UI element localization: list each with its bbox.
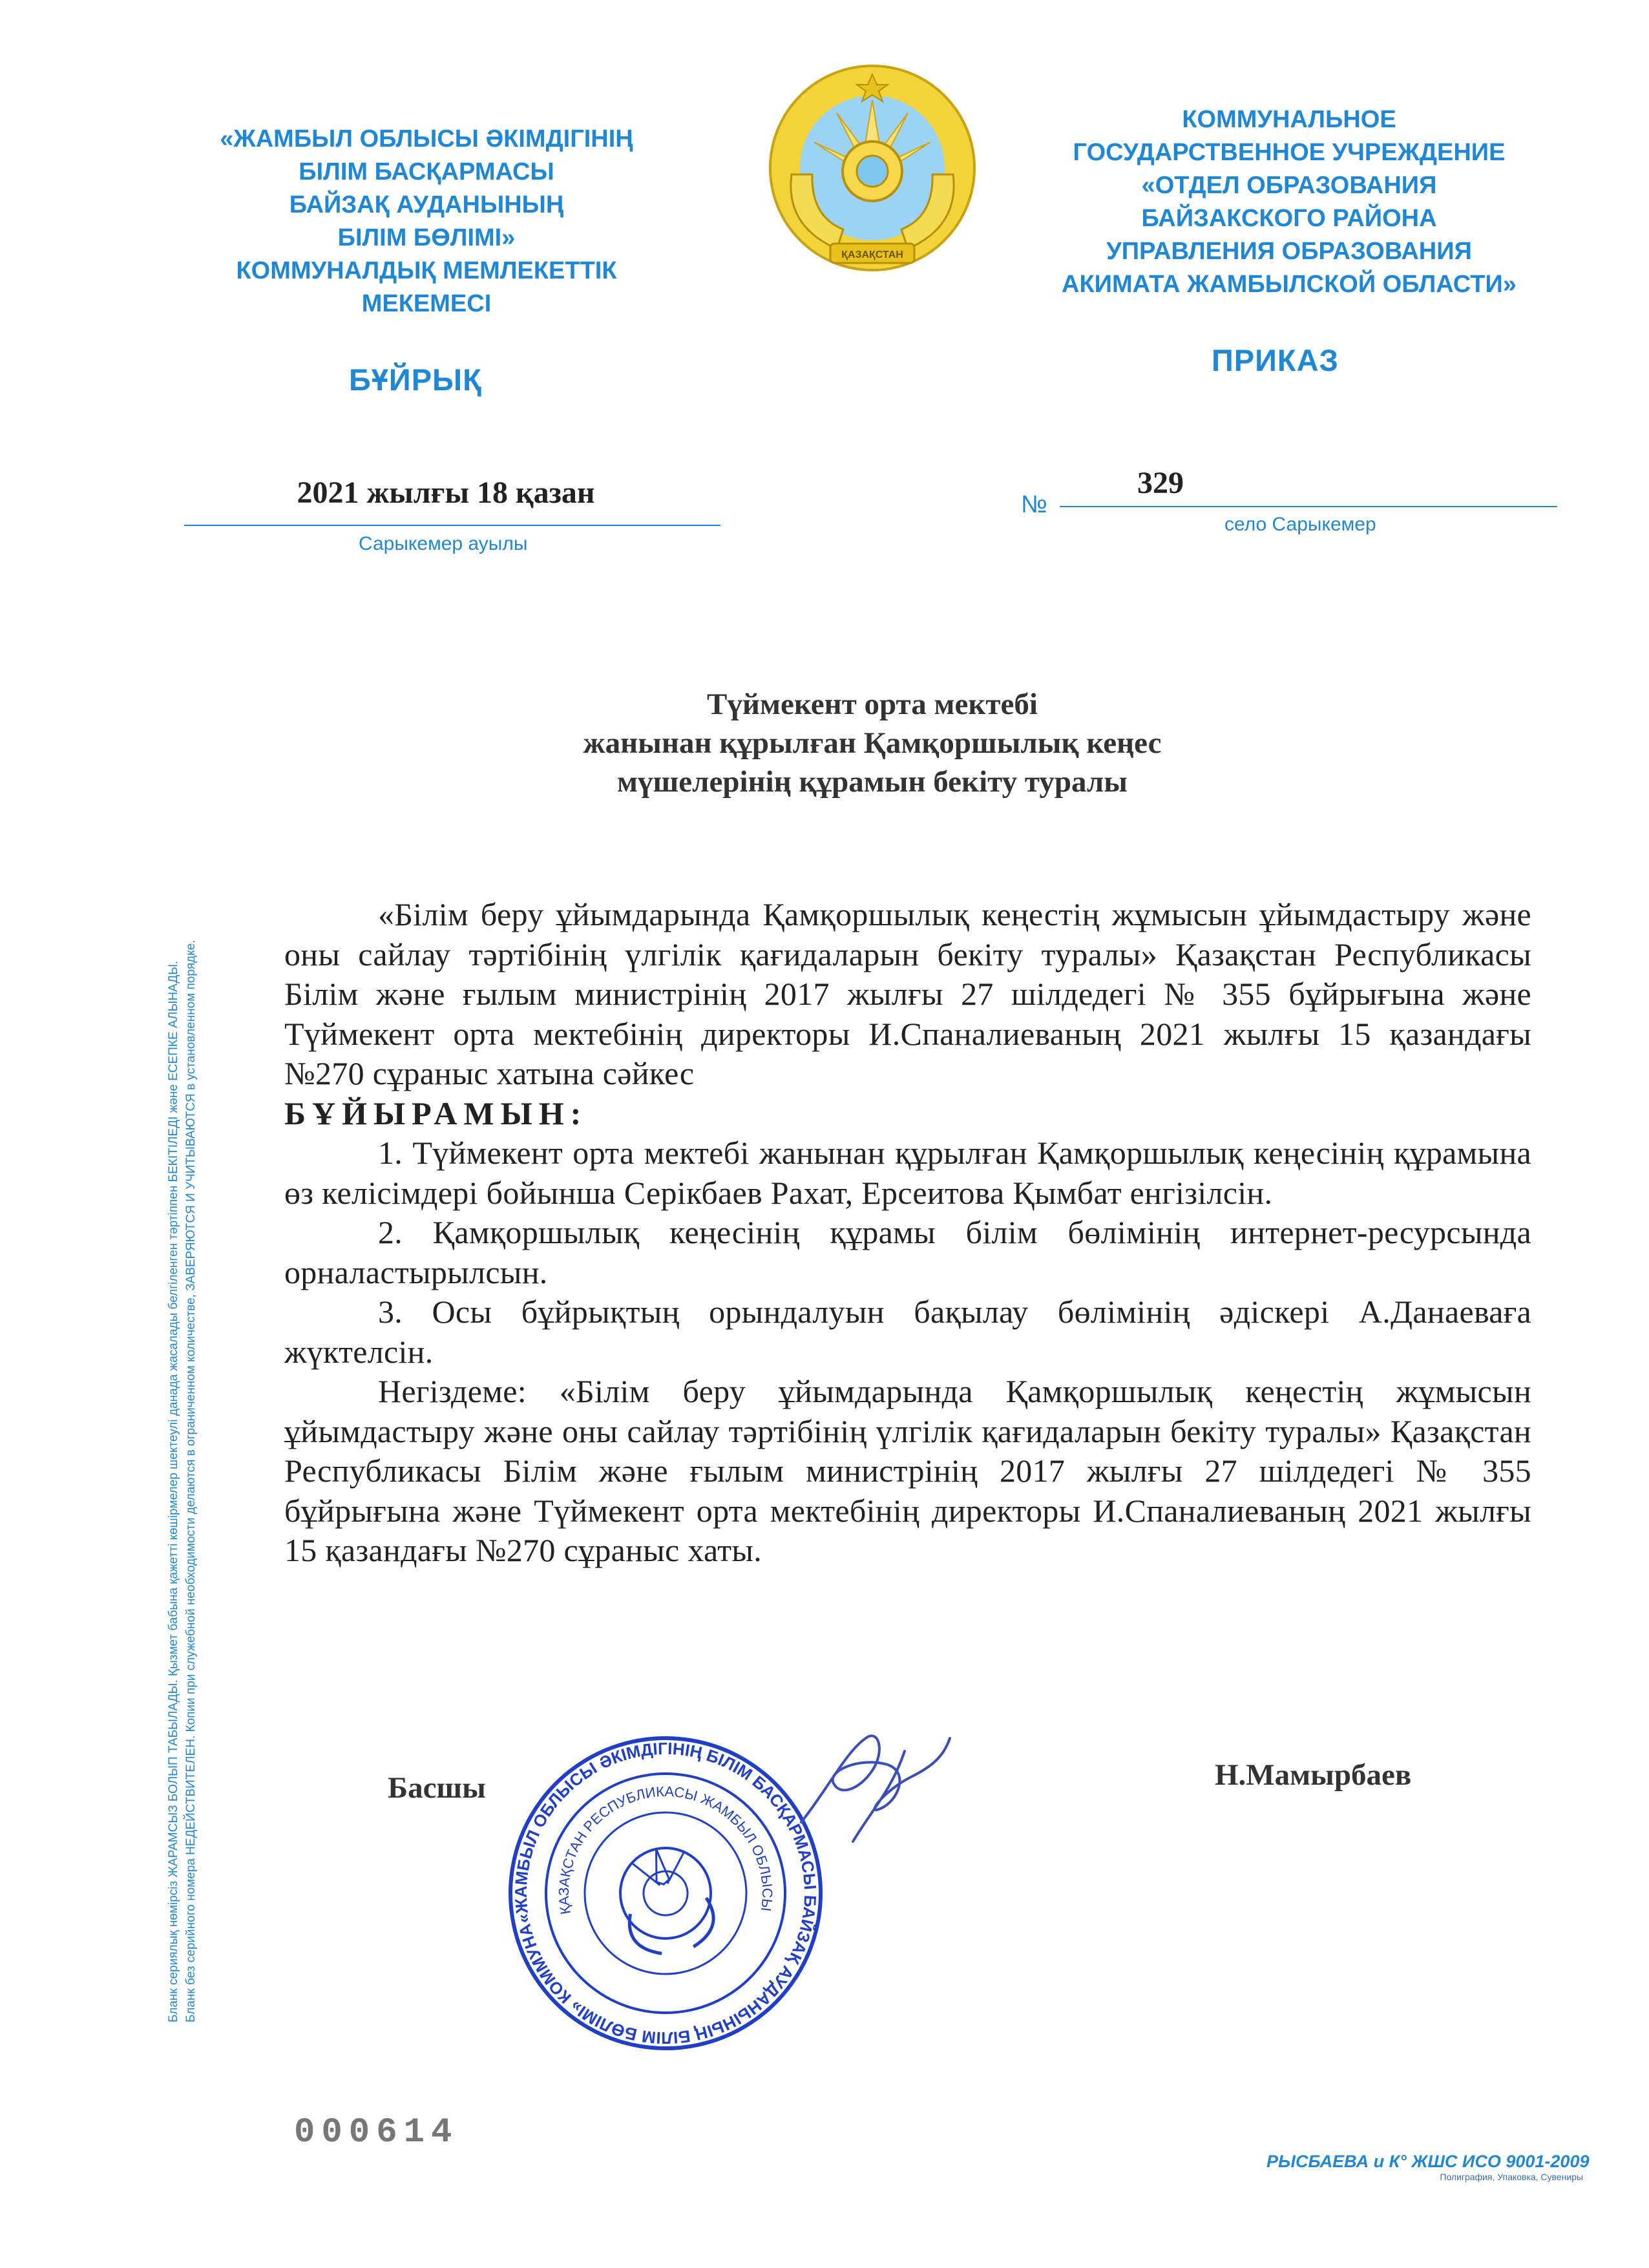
stamp-outer-text: «ЖАМБЫЛ ОБЛЫСЫ ӘКІМДІГІНІҢ БІЛІМ БАСҚАРМАСЫ БАЙЗАҚ АУДАНЫНЫҢ БІЛІМ БӨЛІМІ» КОММУНАЛДЫҚ [510, 1738, 821, 2048]
order-title-kz: БҰЙРЫҚ [349, 362, 482, 397]
header-left-line: БІЛІМ БАСҚАРМАСЫ [299, 158, 554, 185]
document-title [323, 685, 1422, 801]
header-left-line: БІЛІМ БӨЛІМІ» [337, 224, 516, 251]
basis-paragraph: Негіздеме: «Білім беру ұйымдарында Қамқоршылық кеңестің жұмысын ұйымдастыру және оны сайлау тәртібінің үлгілік қағидаларын бекіту туралы» Қазақстан Республикасы Білім және ғылым министрінің 2017 жылғы 27 шілдедегі № 355 бұйрығына және Түймекент орта мектебінің директоры И.Спаналиеваның 2021 жылғы 15 қазандағы №270 сұраныс хаты. [284, 1373, 1531, 1568]
title-line: Түймекент орта мектебі [707, 688, 1038, 721]
order-item: 3. Осы бұйрықтың орындалуын бақылау бөлімінің әдіскері А.Данаеваға жүктелсін. [284, 1294, 1531, 1370]
emblem-text: ҚАЗАҚСТАН [841, 249, 903, 260]
header-right-line: «ОТДЕЛ ОБРАЗОВАНИЯ [1141, 172, 1437, 199]
official-stamp [491, 1732, 840, 2055]
order-date: 2021 жылғы 18 қазан [297, 476, 595, 510]
order-item: 2. Қамқоршылық кеңесінің құрамы білім бөлімінің интернет-ресурсында орналастырылсын. [284, 1214, 1531, 1290]
side-disclaimer [165, 666, 200, 2022]
header-right-line: УПРАВЛЕНИЯ ОБРАЗОВАНИЯ [1106, 238, 1472, 265]
order-item: 1. Түймекент орта мектебі жанынан құрылған Қамқоршылық кеңесінің құрамына өз келісімдері бойынша Серікбаев Рахат, Ерсеитова Қымбат енгізілсін. [284, 1135, 1531, 1211]
state-emblem [766, 61, 979, 284]
header-right-line: БАЙЗАКСКОГО РАЙОНА [1141, 205, 1437, 232]
header-left-line: КОММУНАЛДЫҚ МЕМЛЕКЕТТІК [236, 257, 617, 284]
signer-name: Н.Мамырбаев [1215, 1758, 1412, 1792]
form-serial-number: 000614 [294, 2113, 459, 2152]
header-right-line: АКИМАТА ЖАМБЫЛСКОЙ ОБЛАСТИ» [1062, 271, 1517, 298]
header-right-line: ГОСУДАРСТВЕННОЕ УЧРЕЖДЕНИЕ [1073, 139, 1506, 166]
header-left-org [149, 123, 704, 320]
printer-brand [1266, 2152, 1590, 2182]
header-left-line: МЕКЕМЕСІ [361, 290, 492, 317]
handwritten-signature [788, 1712, 956, 1854]
stamp-inner-text: ҚАЗАҚСТАН РЕСПУБЛИКАСЫ ЖАМБЫЛ ОБЛЫСЫ [555, 1783, 776, 1916]
order-title-ru: ПРИКАЗ [1212, 343, 1339, 377]
preamble-paragraph: «Білім беру ұйымдарында Қамқоршылық кеңестің жұмысын ұйымдастыру және оны сайлау тәртібінің үлгілік қағидаларын бекіту туралы» Қазақстан Республикасы Білім және ғылым министрінің 2017 жылғы 27 шілдедегі № 355 бұйрығына және Түймекент орта мектебінің директоры И.Спаналиеваның 2021 жылғы 15 қазандағы №270 сұраныс хатына сәйкес [284, 896, 1531, 1091]
place-kz: Сарыкемер ауылы [359, 533, 528, 554]
header-left-line: «ЖАМБЫЛ ОБЛЫСЫ ӘКІМДІГІНІҢ [220, 125, 633, 152]
title-line: мүшелерінің құрамын бекіту туралы [617, 765, 1128, 799]
svg-text:«ЖАМБЫЛ ОБЛЫСЫ ӘКІМДІГІНІҢ БІЛ [491, 1732, 840, 2055]
order-number: 329 [1137, 466, 1184, 500]
side-disclaimer-kz: Бланк сериялық нөмірсіз ЖАРАМСЫЗ БОЛЫП ТАБЫЛАДЫ. Қызмет бабына қажетті көшірмелер шектеулі данада жасалады белгіленген тәртіппен БЕКІТІЛЕДІ және ЕСЕПКЕ АЛЫНАДЫ. [167, 960, 180, 2022]
signer-position: Басшы [388, 1771, 486, 1805]
title-line: жанынан құрылған Қамқоршылық кеңес [583, 726, 1162, 760]
header-right-org [982, 103, 1596, 301]
printer-brand-name: РЫСБАЕВА и К° ЖШС ИСО 9001-2009 [1266, 2152, 1590, 2171]
number-label: № [1021, 491, 1047, 518]
printer-brand-subtitle: Полиграфия, Упаковка, Сувениры [1440, 2172, 1583, 2182]
header-right-line: КОММУНАЛЬНОЕ [1182, 106, 1396, 133]
number-underline [1060, 506, 1557, 507]
place-ru: село Сарыкемер [1224, 514, 1376, 535]
side-disclaimer-ru: Бланк без серийного номера НЕДЕЙСТВИТЕЛЕН. Копии при служебной необходимости делаются в ограниченном количестве, ЗАВЕРЯЮТСЯ И УЧИТЫВАЮТСЯ в установленном порядке. [184, 940, 198, 2022]
document-body [284, 895, 1531, 1571]
header-left-line: БАЙЗАҚ АУДАНЫНЫҢ [289, 191, 564, 218]
date-underline [184, 525, 720, 526]
decree-heading: БҰЙЫРАМЫН: [284, 1095, 588, 1131]
